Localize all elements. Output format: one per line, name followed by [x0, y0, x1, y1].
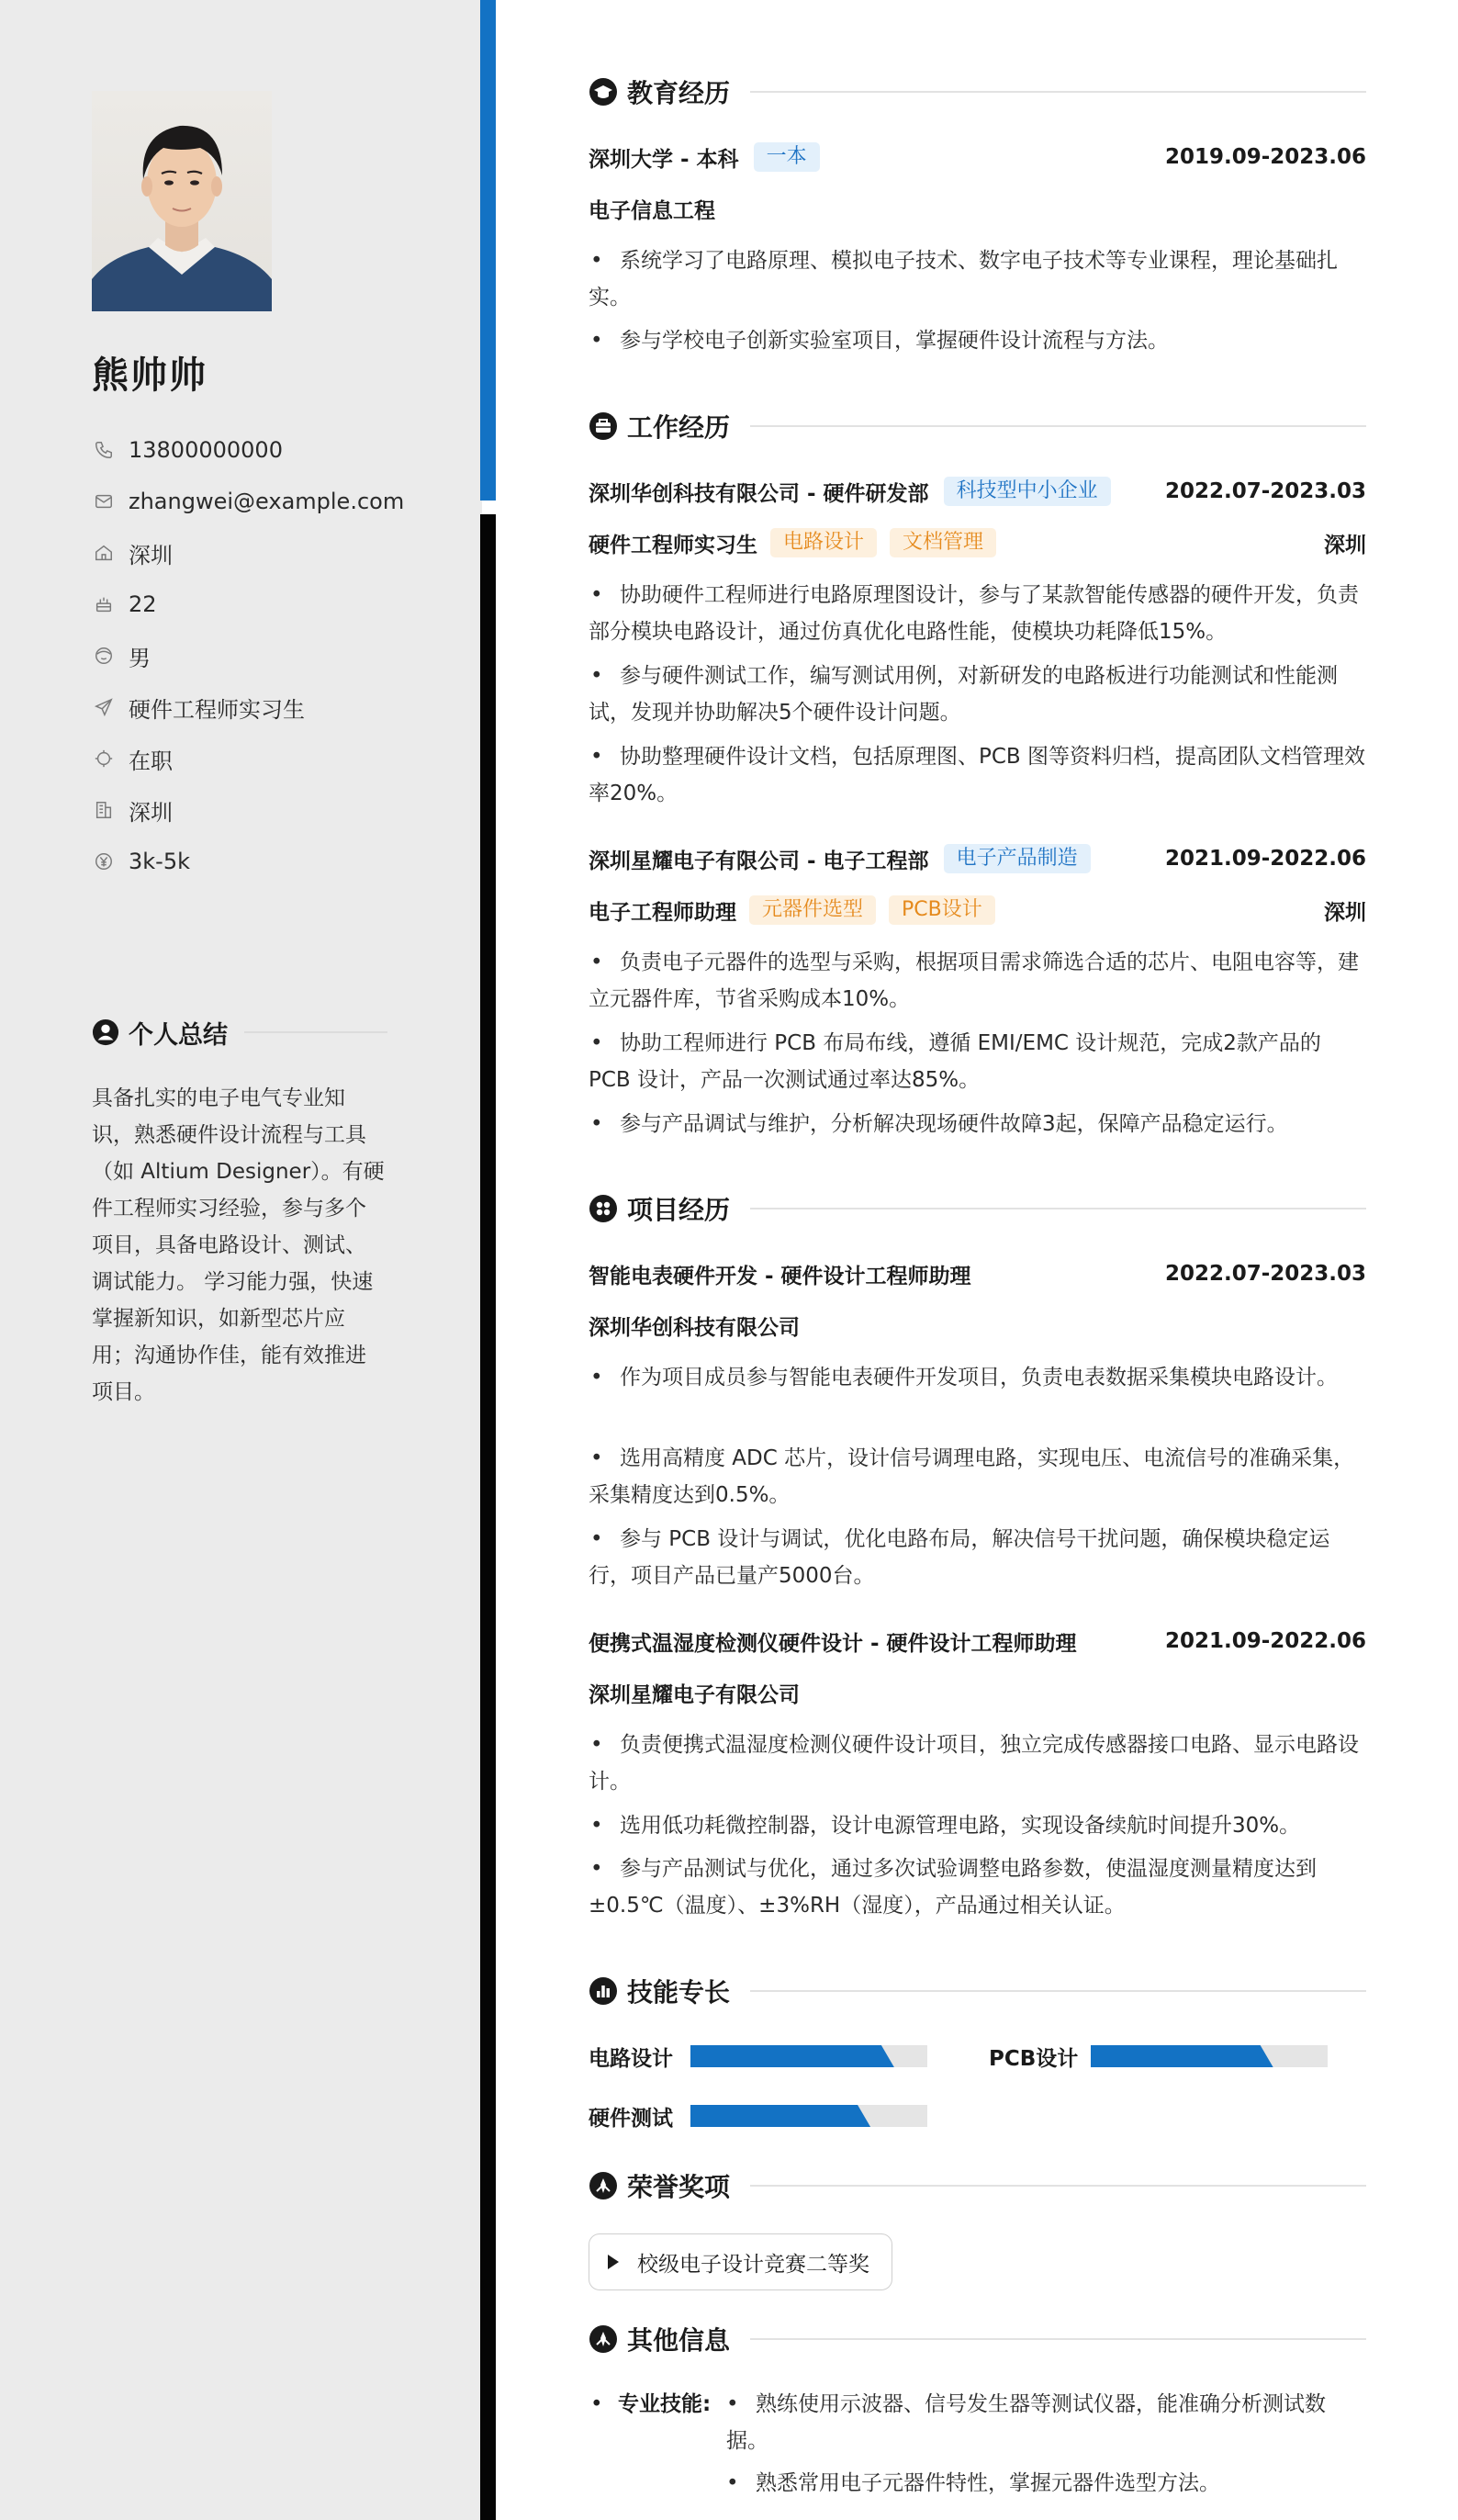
skills-divider [750, 1990, 1366, 1992]
list-item: • 系统学习了电路原理、模拟电子技术、数字电子技术等专业课程，理论基础扎实。 [589, 249, 1338, 309]
project-date: 2022.07-2023.03 [1164, 1262, 1366, 1286]
job-role: 电子工程师助理 [589, 900, 736, 925]
location-text: 深圳 [129, 542, 173, 568]
project-company: 深圳星耀电子有限公司 [589, 1682, 800, 1707]
project-company-row [589, 1676, 1366, 1709]
info-target-city [92, 784, 404, 836]
summary-title: 个人总结 [129, 1020, 228, 1050]
position-text: 硬件工程师实习生 [129, 696, 305, 723]
info-location [92, 527, 404, 579]
accent-bar-black [480, 514, 496, 2520]
info-position [92, 681, 404, 733]
mail-icon [92, 489, 116, 513]
age-text: 22 [129, 591, 157, 617]
job-role-row [589, 526, 1366, 559]
project-company-row [589, 1309, 1366, 1342]
cake-icon [92, 592, 116, 616]
honors-heading [589, 2166, 1366, 2206]
list-item: • 负责便携式温湿度检测仪硬件设计项目，独立完成传感器接口电路、显示电路设计。 [589, 1733, 1359, 1794]
education-date: 2019.09-2023.06 [1164, 145, 1366, 169]
education-school-row [589, 141, 1366, 174]
info-email [92, 476, 404, 527]
other-key: 专业技能: [618, 2392, 712, 2416]
list-item: • 参与产品测试与优化，通过多次试验调整电路参数，使温湿度测量精度达到±0.5℃（温度）、±3%RH（湿度），产品通过相关认证。 [589, 1857, 1317, 1918]
education-major-row [589, 192, 1366, 225]
project-name: 便携式温湿度检测仪硬件设计 - 硬件设计工程师助理 [589, 1631, 1077, 1656]
project-name-row [589, 1257, 1366, 1290]
info-icon [589, 2324, 618, 2354]
project-name: 智能电表硬件开发 - 硬件设计工程师助理 [589, 1264, 971, 1288]
list-item: • 熟练使用示波器、信号发生器等测试仪器，能准确分析测试数据。 [726, 2392, 1326, 2453]
info-age [92, 579, 404, 630]
project-company: 深圳华创科技有限公司 [589, 1315, 800, 1340]
skill-label: PCB设计 [989, 2046, 1079, 2071]
accent-bar-blue [480, 0, 496, 501]
info-gender [92, 630, 404, 681]
skill-tag: 元器件选型 [749, 895, 876, 925]
projects-divider [750, 1208, 1366, 1209]
company-tag: 科技型中小企业 [944, 477, 1111, 506]
projects-heading [589, 1188, 1366, 1229]
work-divider [750, 425, 1366, 427]
candidate-name: 熊帅帅 [92, 354, 207, 397]
honors-title: 荣誉奖项 [627, 2172, 731, 2202]
list-item: • 选用低功耗微控制器，设计电源管理电路，实现设备续航时间提升30%。 [590, 1814, 1301, 1838]
job-date: 2022.07-2023.03 [1164, 479, 1366, 503]
sidebar [0, 0, 482, 2520]
gender-text: 男 [129, 645, 151, 671]
skill-label: 电路设计 [589, 2046, 673, 2071]
skill-bar-fill [690, 2045, 894, 2067]
summary-divider [244, 1031, 387, 1033]
job-company-row [589, 842, 1366, 875]
job-role-row [589, 894, 1366, 927]
skill-item [989, 2040, 1328, 2073]
building-icon [92, 798, 116, 822]
contact-info-list [92, 424, 404, 887]
yen-icon [92, 849, 116, 873]
work-heading [589, 406, 1366, 446]
summary-heading [92, 1012, 387, 1052]
info-status [92, 733, 404, 784]
list-item: • 参与产品调试与维护，分析解决现场硬件故障3起，保障产品稳定运行。 [590, 1112, 1288, 1136]
target-city-text: 深圳 [129, 799, 173, 826]
other-heading [589, 2319, 1366, 2359]
skill-item [589, 2040, 927, 2073]
send-icon [92, 695, 116, 719]
skill-bar-fill [690, 2105, 870, 2127]
skill-bar [690, 2045, 927, 2067]
list-item: • 负责电子元器件的选型与采购，根据项目需求筛选合适的芯片、电阻电容等，建立元器件库，节省采购成本10%。 [589, 951, 1359, 1011]
list-item: • 熟悉常用电子元器件特性，掌握元器件选型方法。 [726, 2471, 1220, 2495]
status-icon [92, 747, 116, 771]
job-company: 深圳华创科技有限公司 - 硬件研发部 [589, 481, 929, 506]
skills-heading [589, 1971, 1366, 2011]
list-item: • 协助工程师进行 PCB 布局布线，遵循 EMI/EMC 设计规范，完成2款产品的 PCB 设计，产品一次测试通过率达85%。 [589, 1031, 1321, 1092]
skill-bar-fill [1091, 2045, 1273, 2067]
education-heading [589, 72, 1366, 112]
salary-text: 3k-5k [129, 849, 190, 874]
honors-divider [750, 2185, 1366, 2187]
face-icon [92, 644, 116, 668]
skill-bar [690, 2105, 927, 2127]
play-icon [608, 2255, 619, 2269]
bar-chart-icon [589, 1976, 618, 2006]
skills-title: 技能专长 [627, 1977, 731, 2008]
briefcase-icon [589, 411, 618, 441]
award-label: 校级电子设计竞赛二等奖 [637, 2252, 869, 2277]
job-date: 2021.09-2022.06 [1164, 847, 1366, 871]
grid-icon [589, 1194, 618, 1223]
job-city: 深圳 [1324, 900, 1366, 925]
list-item: • 作为项目成员参与智能电表硬件开发项目，负责电表数据采集模块电路设计。 [590, 1366, 1338, 1389]
list-item: • 参与硬件测试工作，编写测试用例，对新研发的电路板进行功能测试和性能测试，发现并协助解决5个硬件设计问题。 [589, 664, 1338, 725]
info-salary [92, 836, 404, 887]
phone-text: 13800000000 [129, 437, 283, 463]
job-role: 硬件工程师实习生 [589, 533, 757, 557]
skill-tag: 文档管理 [890, 528, 996, 557]
email-text: zhangwei@example.com [129, 489, 405, 514]
job-company-row [589, 475, 1366, 508]
other-divider [750, 2338, 1366, 2340]
bullet-dot: • [590, 2392, 603, 2416]
project-name-row [589, 1625, 1366, 1658]
job-company: 深圳星耀电子有限公司 - 电子工程部 [589, 849, 929, 873]
skill-item [589, 2099, 927, 2132]
award-item[interactable] [589, 2233, 892, 2290]
work-title: 工作经历 [627, 412, 731, 443]
school-tag: 一本 [754, 142, 820, 172]
school-name: 深圳大学 - 本科 [589, 147, 739, 172]
job-city: 深圳 [1324, 533, 1366, 557]
user-icon [92, 1018, 119, 1046]
other-title: 其他信息 [627, 2325, 731, 2356]
education-divider [750, 91, 1366, 93]
skill-tag: 电路设计 [770, 528, 877, 557]
graduation-cap-icon [589, 77, 618, 107]
info-phone [92, 424, 404, 476]
list-item: • 选用高精度 ADC 芯片，设计信号调理电路，实现电压、电流信号的准确采集，采集精度达到0.5%。 [589, 1446, 1355, 1507]
summary-text: 具备扎实的电子电气专业知识，熟悉硬件设计流程与工具（如 Altium Designer）。有硬件工程师实习经验，参与多个项目，具备电路设计、测试、调试能力。 学习能力强，快速掌握新知识，如新型芯片应用；沟通协作佳，能有效推进项目。 [92, 1086, 385, 1404]
award-icon [589, 2171, 618, 2200]
list-item: • 参与学校电子创新实验室项目，掌握硬件设计流程与方法。 [590, 329, 1169, 353]
list-item: • 参与 PCB 设计与调试，优化电路布局，解决信号干扰问题，确保模块稳定运行，项目产品已量产5000台。 [589, 1527, 1330, 1588]
status-text: 在职 [129, 748, 173, 774]
home-icon [92, 541, 116, 565]
project-date: 2021.09-2022.06 [1164, 1629, 1366, 1653]
profile-photo [92, 91, 272, 311]
list-item: • 协助硬件工程师进行电路原理图设计，参与了某款智能传感器的硬件开发，负责部分模块电路设计，通过仿真优化电路性能，使模块功耗降低15%。 [589, 583, 1359, 644]
projects-title: 项目经历 [627, 1195, 731, 1225]
skill-label: 硬件测试 [589, 2106, 673, 2131]
phone-icon [92, 438, 116, 462]
education-title: 教育经历 [627, 78, 731, 108]
skill-bar [1091, 2045, 1328, 2067]
skill-tag: PCB设计 [889, 895, 995, 925]
list-item: • 协助整理硬件设计文档，包括原理图、PCB 图等资料归档，提高团队文档管理效率20%。 [589, 745, 1366, 805]
major-name: 电子信息工程 [589, 198, 715, 223]
company-tag: 电子产品制造 [944, 844, 1091, 873]
